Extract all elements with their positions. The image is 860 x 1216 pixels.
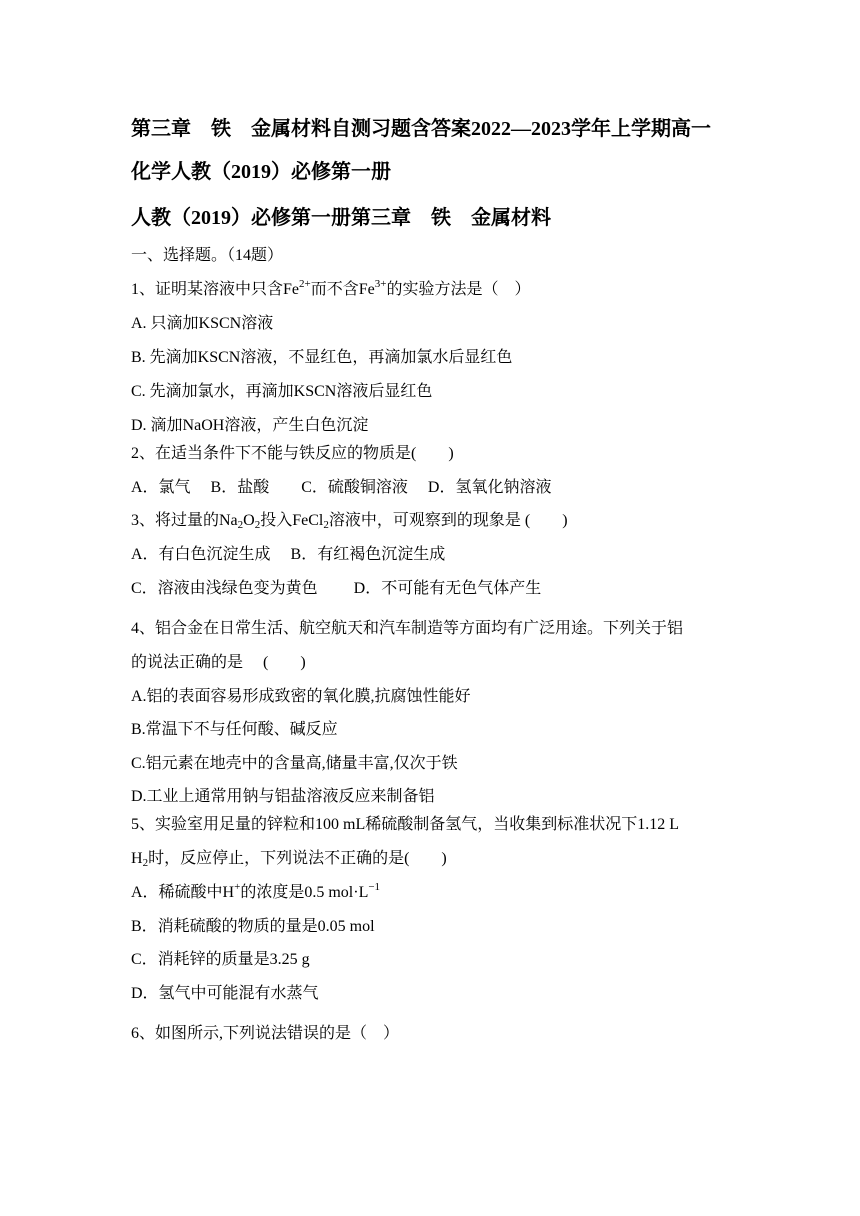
question-1-option-a: A. 只滴加KSCN溶液: [131, 315, 274, 332]
section-heading: 一、选择题。（14题）: [131, 247, 284, 264]
question-4-stem-line-1: 4、铝合金在日常生活、航空航天和汽车制造等方面均有广泛用途。下列关于铝: [131, 620, 684, 637]
question-4-option-a: A.铝的表面容易形成致密的氧化膜,抗腐蚀性能好: [131, 688, 471, 705]
title-line-2: 化学人教（2019）必修第一册: [131, 161, 391, 183]
question-1-option-c: C. 先滴加氯水，再滴加KSCN溶液后显红色: [131, 383, 433, 400]
subtitle: 人教（2019）必修第一册第三章 铁 金属材料: [131, 207, 551, 229]
question-5-option-b: B．消耗硫酸的物质的量是0.05 mol: [131, 918, 375, 935]
question-5-option-d: D．氢气中可能混有水蒸气: [131, 985, 319, 1002]
question-1-stem: 1、证明某溶液中只含$Fe^{2+}$而不含$Fe^{3+}$的实验方法是（ ）: [131, 278, 531, 298]
question-1-option-b: B. 先滴加KSCN溶液，不显红色，再滴加氯水后显红色: [131, 349, 513, 366]
question-4-stem-line-2: 的说法正确的是 ( ): [131, 654, 306, 671]
question-3-stem: 3、将过量的$Na_2O_2$投入FeCl$_2$溶液中，可观察到的现象是 ( ): [131, 512, 568, 531]
question-1-option-d: D. 滴加NaOH溶液，产生白色沉淀: [131, 417, 369, 434]
question-4-option-b: B.常温下不与任何酸、碱反应: [131, 721, 338, 738]
question-2-stem: 2、在适当条件下不能与铁反应的物质是( ): [131, 445, 454, 462]
question-5-option-c: C．消耗锌的质量是3.25 g: [131, 951, 310, 968]
question-5-option-a: A．稀硫酸中H+的浓度是0.5 $mol\cdot L^{-1}$: [131, 881, 381, 901]
title-line-1: 第三章 铁 金属材料自测习题含答案2022—2023学年上学期高一: [131, 118, 711, 140]
question-3-options-cd: C．溶液由浅绿色变为黄色 D．不可能有无色气体产生: [131, 580, 542, 597]
question-3-options-ab: A．有白色沉淀生成 B．有红褐色沉淀生成: [131, 546, 446, 563]
question-5-stem-line-2: $H_2$时，反应停止，下列说法不正确的是( ): [131, 850, 447, 869]
question-6-stem: 6、如图所示,下列说法错误的是（ ）: [131, 1025, 400, 1042]
question-4-option-d: D.工业上通常用钠与铝盐溶液反应来制备铝: [131, 788, 435, 805]
question-4-option-c: C.铝元素在地壳中的含量高,储量丰富,仅次于铁: [131, 755, 458, 772]
question-5-stem-line-1: 5、实验室用足量的锌粒和100 mL稀硫酸制备氢气，当收集到标准状况下1.12 L: [131, 816, 679, 833]
question-2-options: A．氯气 B．盐酸 C．硫酸铜溶液 D．氢氧化钠溶液: [131, 479, 552, 496]
